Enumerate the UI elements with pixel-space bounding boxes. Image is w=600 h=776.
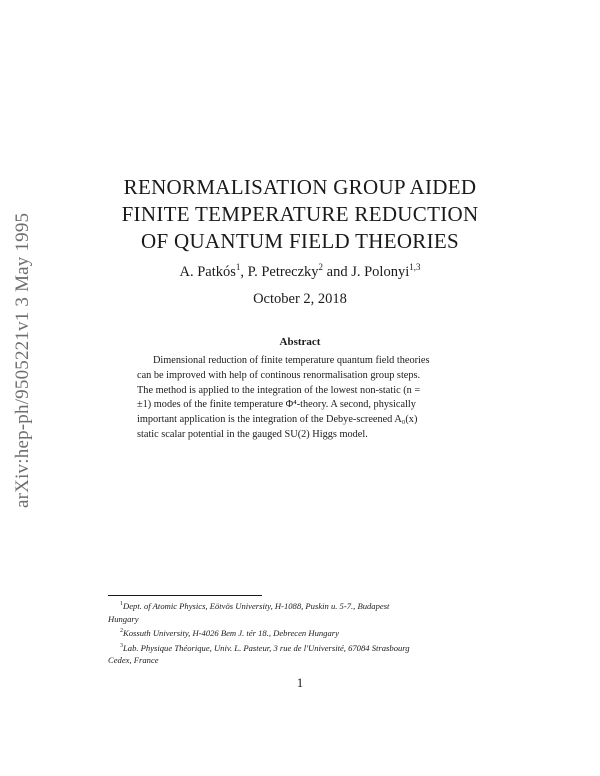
footnote-1 — [108, 598, 492, 613]
footnote-3-continuation: Cedex, France — [108, 655, 159, 666]
footnote-2 — [108, 625, 492, 640]
footnote-1-continuation: Hungary — [108, 613, 139, 624]
footnote-text: Dept. of Atomic Physics, Eötvös University, H-1088, Puskin u. 5-7., Budapest — [123, 600, 390, 611]
paper-date: October 2, 2018 — [253, 291, 347, 307]
abstract-line: ±1) modes of the finite temperature Φ⁴-theory. A second, physically — [137, 399, 416, 411]
abstract-line: static scalar potential in the gauged SU(2) Higgs model. — [137, 428, 368, 440]
footnote-3 — [108, 640, 492, 655]
footnote-text: Lab. Physique Théorique, Univ. L. Pasteur, 3 rue de l'Université, 67084 Strasbourg — [123, 642, 410, 653]
author-polonyi: J. Polonyi — [351, 263, 410, 280]
footnote-text: Kossuth University, H-4026 Bem J. tér 18., Debrecen Hungary — [123, 628, 339, 639]
page-number: 1 — [296, 675, 304, 690]
footnote-mark: 2 — [120, 628, 123, 635]
footnote-mark: 3 — [120, 642, 123, 649]
author-list — [60, 262, 540, 281]
affiliation-mark: 1,3 — [409, 262, 421, 272]
abstract-line: important application is the integration of the Debye-screened A₀(x) — [137, 414, 418, 426]
affiliation-mark: 1 — [235, 262, 241, 272]
abstract-line: can be improved with help of continous renormalisation group steps. — [137, 369, 421, 381]
abstract-line: Dimensional reduction of finite temperature quantum field theories — [153, 355, 430, 366]
author-separator: and — [323, 263, 352, 280]
author-petreczky: P. Petreczky — [247, 263, 319, 280]
paper-title — [60, 174, 540, 255]
author-separator: , — [240, 263, 248, 280]
title-line-1: RENORMALISATION GROUP AIDED — [123, 175, 477, 199]
abstract-line: The method is applied to the integration of the lowest non-static (n = — [137, 384, 421, 396]
author-patkos: A. Patkós — [179, 263, 236, 280]
abstract-heading: Abstract — [279, 336, 321, 348]
title-line-2: FINITE TEMPERATURE REDUCTION — [121, 202, 479, 226]
affiliation-mark: 2 — [318, 262, 324, 272]
footnote-rule — [108, 595, 262, 596]
footnotes — [108, 598, 492, 667]
arxiv-identifier-stamp: arXiv:hep-ph/9505221v1 3 May 1995 — [12, 212, 33, 508]
footnote-mark: 1 — [120, 601, 123, 607]
abstract-body — [137, 354, 463, 443]
title-line-3: OF QUANTUM FIELD THEORIES — [140, 229, 460, 253]
